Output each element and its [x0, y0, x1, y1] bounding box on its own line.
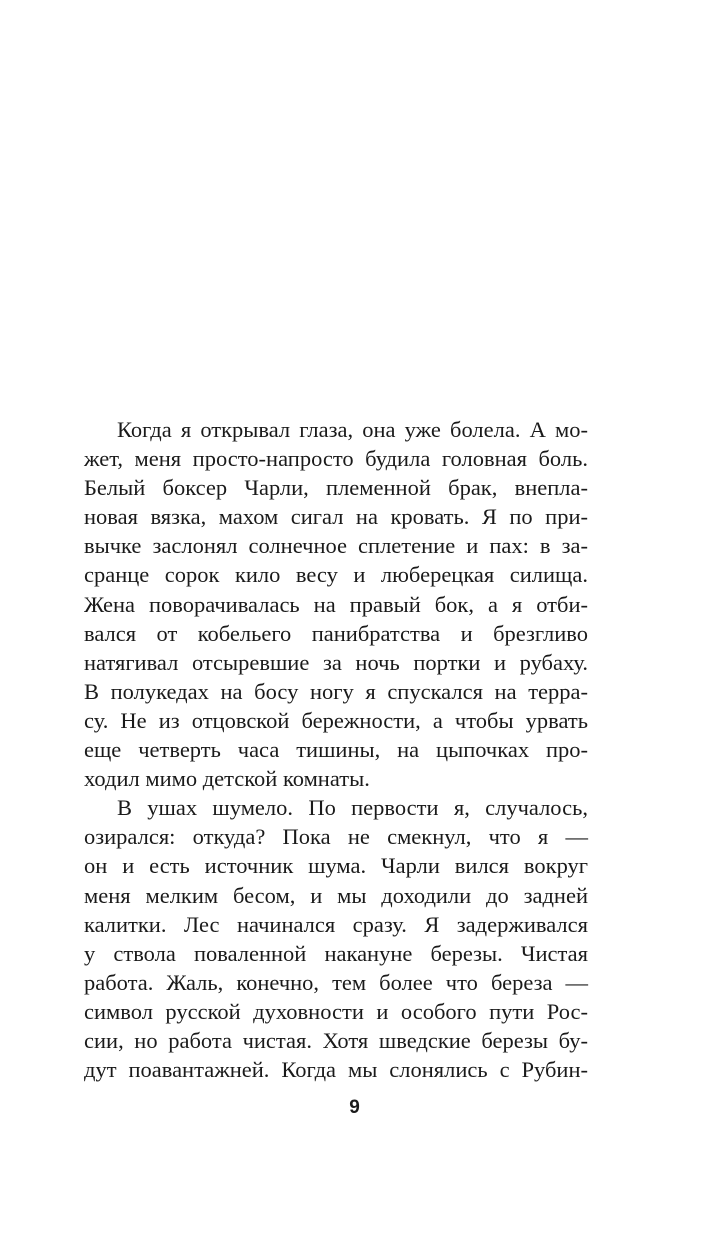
text-line: В ушах шумело. По первости я, случалось,: [117, 795, 588, 821]
text-line: меня мелким бесом, и мы доходили до задней: [84, 882, 588, 908]
body-text: [84, 415, 588, 1084]
text-line: озирался: откуда? Пока не смекнул, что я —: [84, 824, 588, 850]
text-line: В полукедах на босу ногу я спускался на терра-: [84, 678, 588, 704]
page-number: 9: [349, 1097, 360, 1118]
text-line: дут поавантажней. Когда мы слонялись с Рубин-: [84, 1057, 588, 1083]
text-line: жет, меня просто-напросто будила головная боль.: [84, 446, 588, 472]
text-line: новая вязка, махом сигал на кровать. Я по при-: [84, 504, 588, 530]
text-line: су. Не из отцовской бережности, а чтобы урвать: [84, 707, 588, 733]
text-line: еще четверть часа тишины, на цыпочках про-: [84, 737, 588, 763]
text-line: ходил мимо детской комнаты.: [84, 766, 370, 792]
text-line: калитки. Лес начинался сразу. Я задерживался: [84, 911, 588, 937]
text-line: символ русской духовности и особого пути Рос-: [84, 998, 588, 1024]
text-line: у ствола поваленной накануне березы. Чистая: [84, 940, 588, 966]
text-line: натягивал отсыревшие за ночь портки и рубаху.: [84, 649, 588, 675]
text-line: Когда я открывал глаза, она уже болела. А мо-: [117, 417, 588, 442]
text-line: вался от кобельего панибратства и брезгливо: [84, 620, 588, 646]
text-line: сранце сорок кило весу и люберецкая силища.: [84, 562, 588, 588]
paragraph-2: [84, 793, 588, 1084]
text-line: Белый боксер Чарли, племенной брак, внепла-: [84, 475, 588, 501]
paragraph-1: [84, 415, 588, 793]
text-line: Жена поворачивалась на правый бок, а я отби-: [84, 591, 588, 617]
text-line: работа. Жаль, конечно, тем более что береза —: [84, 969, 588, 995]
text-line: сии, но работа чистая. Хотя шведские березы бу-: [84, 1027, 588, 1053]
text-line: вычке заслонял солнечное сплетение и пах: в за-: [84, 533, 588, 559]
text-line: он и есть источник шума. Чарли вился вокруг: [84, 853, 588, 879]
